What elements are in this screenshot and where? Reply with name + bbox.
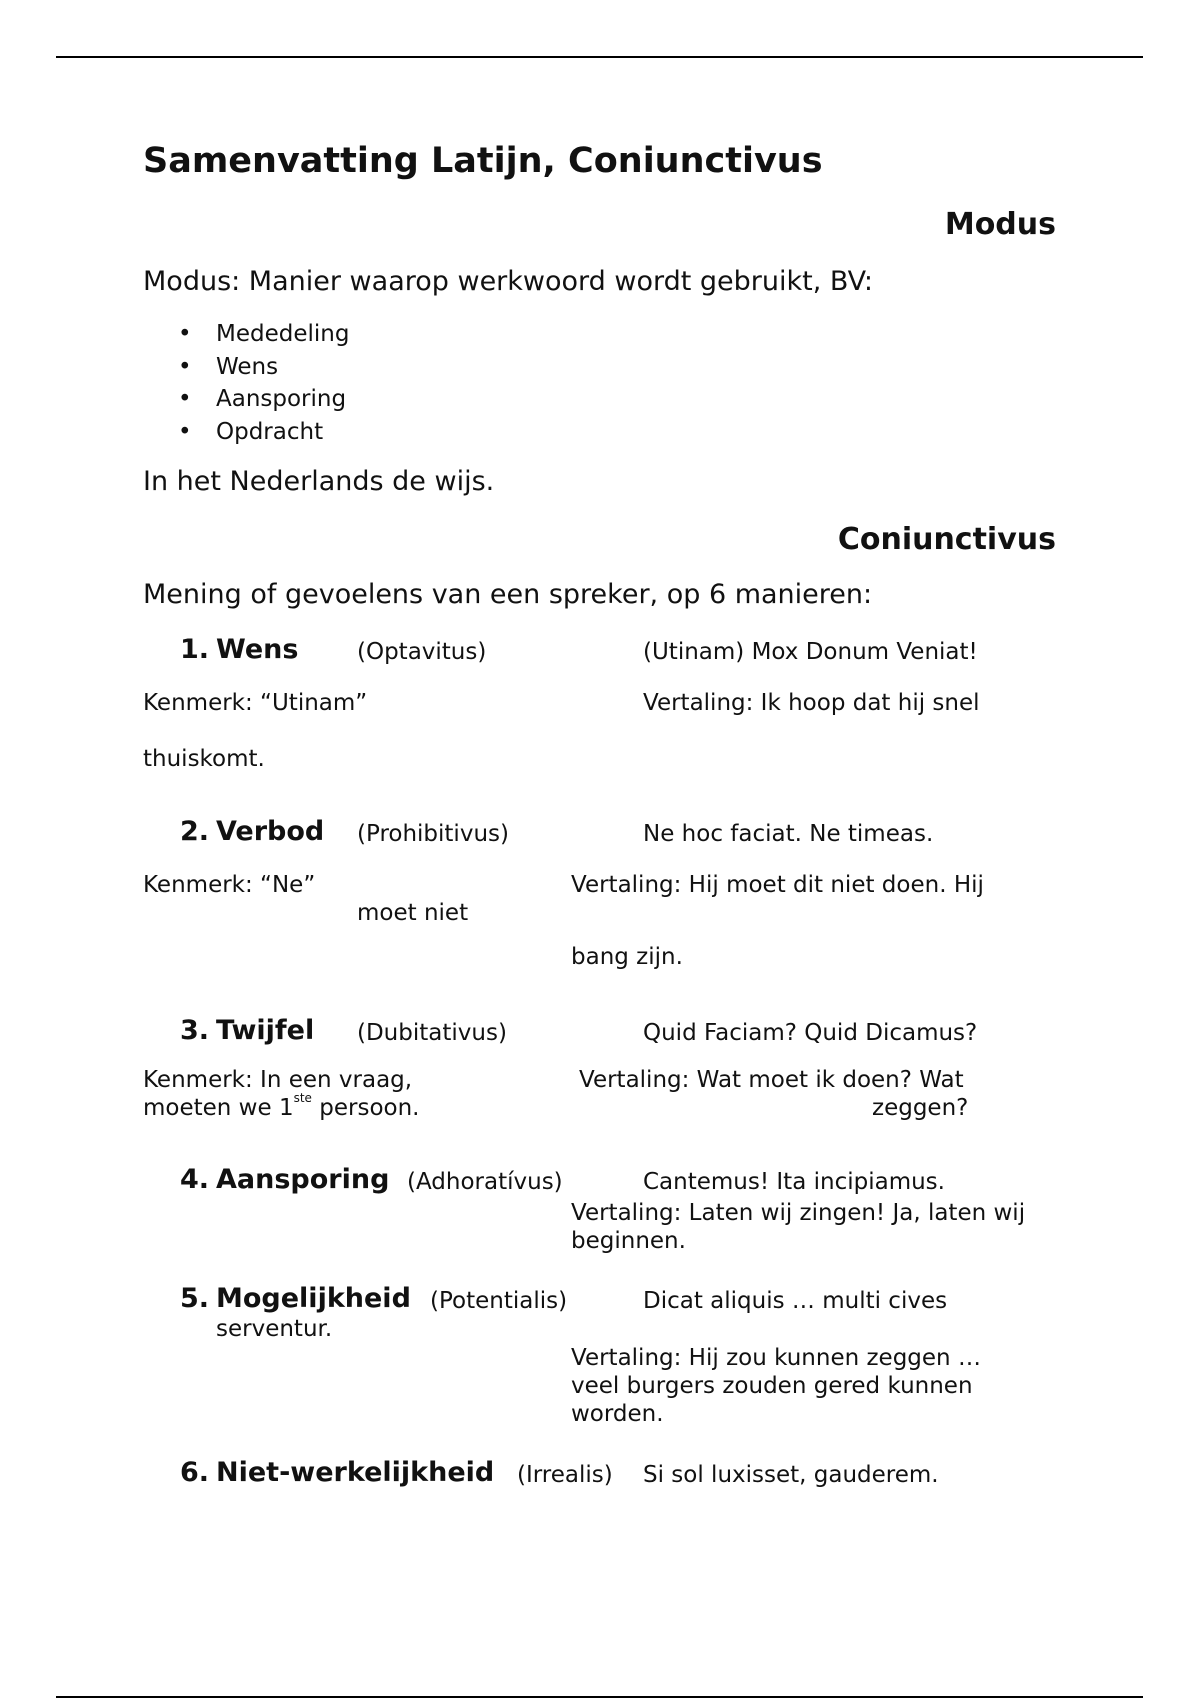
coniunctivus-intro: Mening of gevoelens van een spreker, op 6 manieren: (143, 579, 873, 610)
item-4-term: (Adhoratívus) (407, 1169, 563, 1195)
item-6-name: Niet-werkelijkheid (216, 1457, 495, 1488)
item-5-example-cont: serventur. (216, 1316, 333, 1342)
item-2-term: (Prohibitivus) (357, 821, 509, 847)
modus-intro: Modus: Manier waarop werkwoord wordt gebruikt, BV: (143, 266, 873, 297)
item-3-term: (Dubitativus) (357, 1020, 507, 1046)
item-1-number: 1. (180, 634, 210, 665)
item-1-kenmerk: Kenmerk: “Utinam” (143, 690, 368, 716)
bottom-rule (56, 1696, 1143, 1698)
item-3-kenmerk-line2: moeten we 1ste persoon. (143, 1091, 420, 1121)
item-1-vertaling-cont: thuiskomt. (143, 746, 265, 772)
item-4-vertaling: Vertaling: Laten wij zingen! Ja, laten wij (571, 1200, 1026, 1226)
item-1-example: (Utinam) Mox Donum Veniat! (643, 639, 978, 665)
item-3-name: Twijfel (216, 1015, 315, 1046)
item-2-vertaling: Vertaling: Hij moet dit niet doen. Hij (571, 872, 984, 898)
page-title: Samenvatting Latijn, Coniunctivus (143, 141, 823, 181)
item-4-example: Cantemus! Ita incipiamus. (643, 1169, 945, 1195)
item-4-name: Aansporing (216, 1164, 390, 1195)
item-1-vertaling: Vertaling: Ik hoop dat hij snel (643, 690, 980, 716)
item-6-number: 6. (180, 1457, 210, 1488)
top-rule (56, 56, 1143, 58)
item-5-vertaling-line3: worden. (571, 1401, 664, 1427)
item-2-kenmerk: Kenmerk: “Ne” (143, 872, 316, 898)
list-item: • Wens (168, 351, 349, 384)
item-4-number: 4. (180, 1164, 210, 1195)
item-5-name: Mogelijkheid (216, 1283, 411, 1314)
item-6-example: Si sol luxisset, gauderem. (643, 1462, 939, 1488)
modus-list (168, 318, 349, 448)
item-4-vertaling-cont: beginnen. (571, 1228, 686, 1254)
item-5-vertaling: Vertaling: Hij zou kunnen zeggen … (571, 1345, 981, 1371)
heading-coniunctivus: Coniunctivus (837, 522, 1056, 557)
item-5-vertaling-line2: veel burgers zouden gered kunnen (571, 1373, 973, 1399)
item-6-term: (Irrealis) (517, 1462, 613, 1488)
item-5-example: Dicat aliquis … multi cives (643, 1288, 948, 1314)
item-2-number: 2. (180, 816, 210, 847)
item-3-example: Quid Faciam? Quid Dicamus? (643, 1020, 978, 1046)
item-2-vertaling-mid: moet niet (357, 900, 469, 926)
item-3-kenmerk: Kenmerk: In een vraag, (143, 1067, 413, 1093)
item-3-vertaling-cont: zeggen? (872, 1095, 969, 1121)
item-1-name: Wens (216, 634, 299, 665)
item-5-term: (Potentialis) (430, 1288, 568, 1314)
item-3-vertaling: Vertaling: Wat moet ik doen? Wat (579, 1067, 964, 1093)
item-3-number: 3. (180, 1015, 210, 1046)
item-2-vertaling-cont: bang zijn. (571, 944, 683, 970)
list-item: • Aansporing (168, 383, 349, 416)
heading-modus: Modus (944, 207, 1056, 242)
list-item: • Opdracht (168, 416, 349, 449)
modus-note: In het Nederlands de wijs. (143, 466, 495, 497)
item-1-term: (Optavitus) (357, 639, 487, 665)
item-2-example: Ne hoc faciat. Ne timeas. (643, 821, 934, 847)
item-5-number: 5. (180, 1283, 210, 1314)
item-2-name: Verbod (216, 816, 325, 847)
list-item: • Mededeling (168, 318, 349, 351)
